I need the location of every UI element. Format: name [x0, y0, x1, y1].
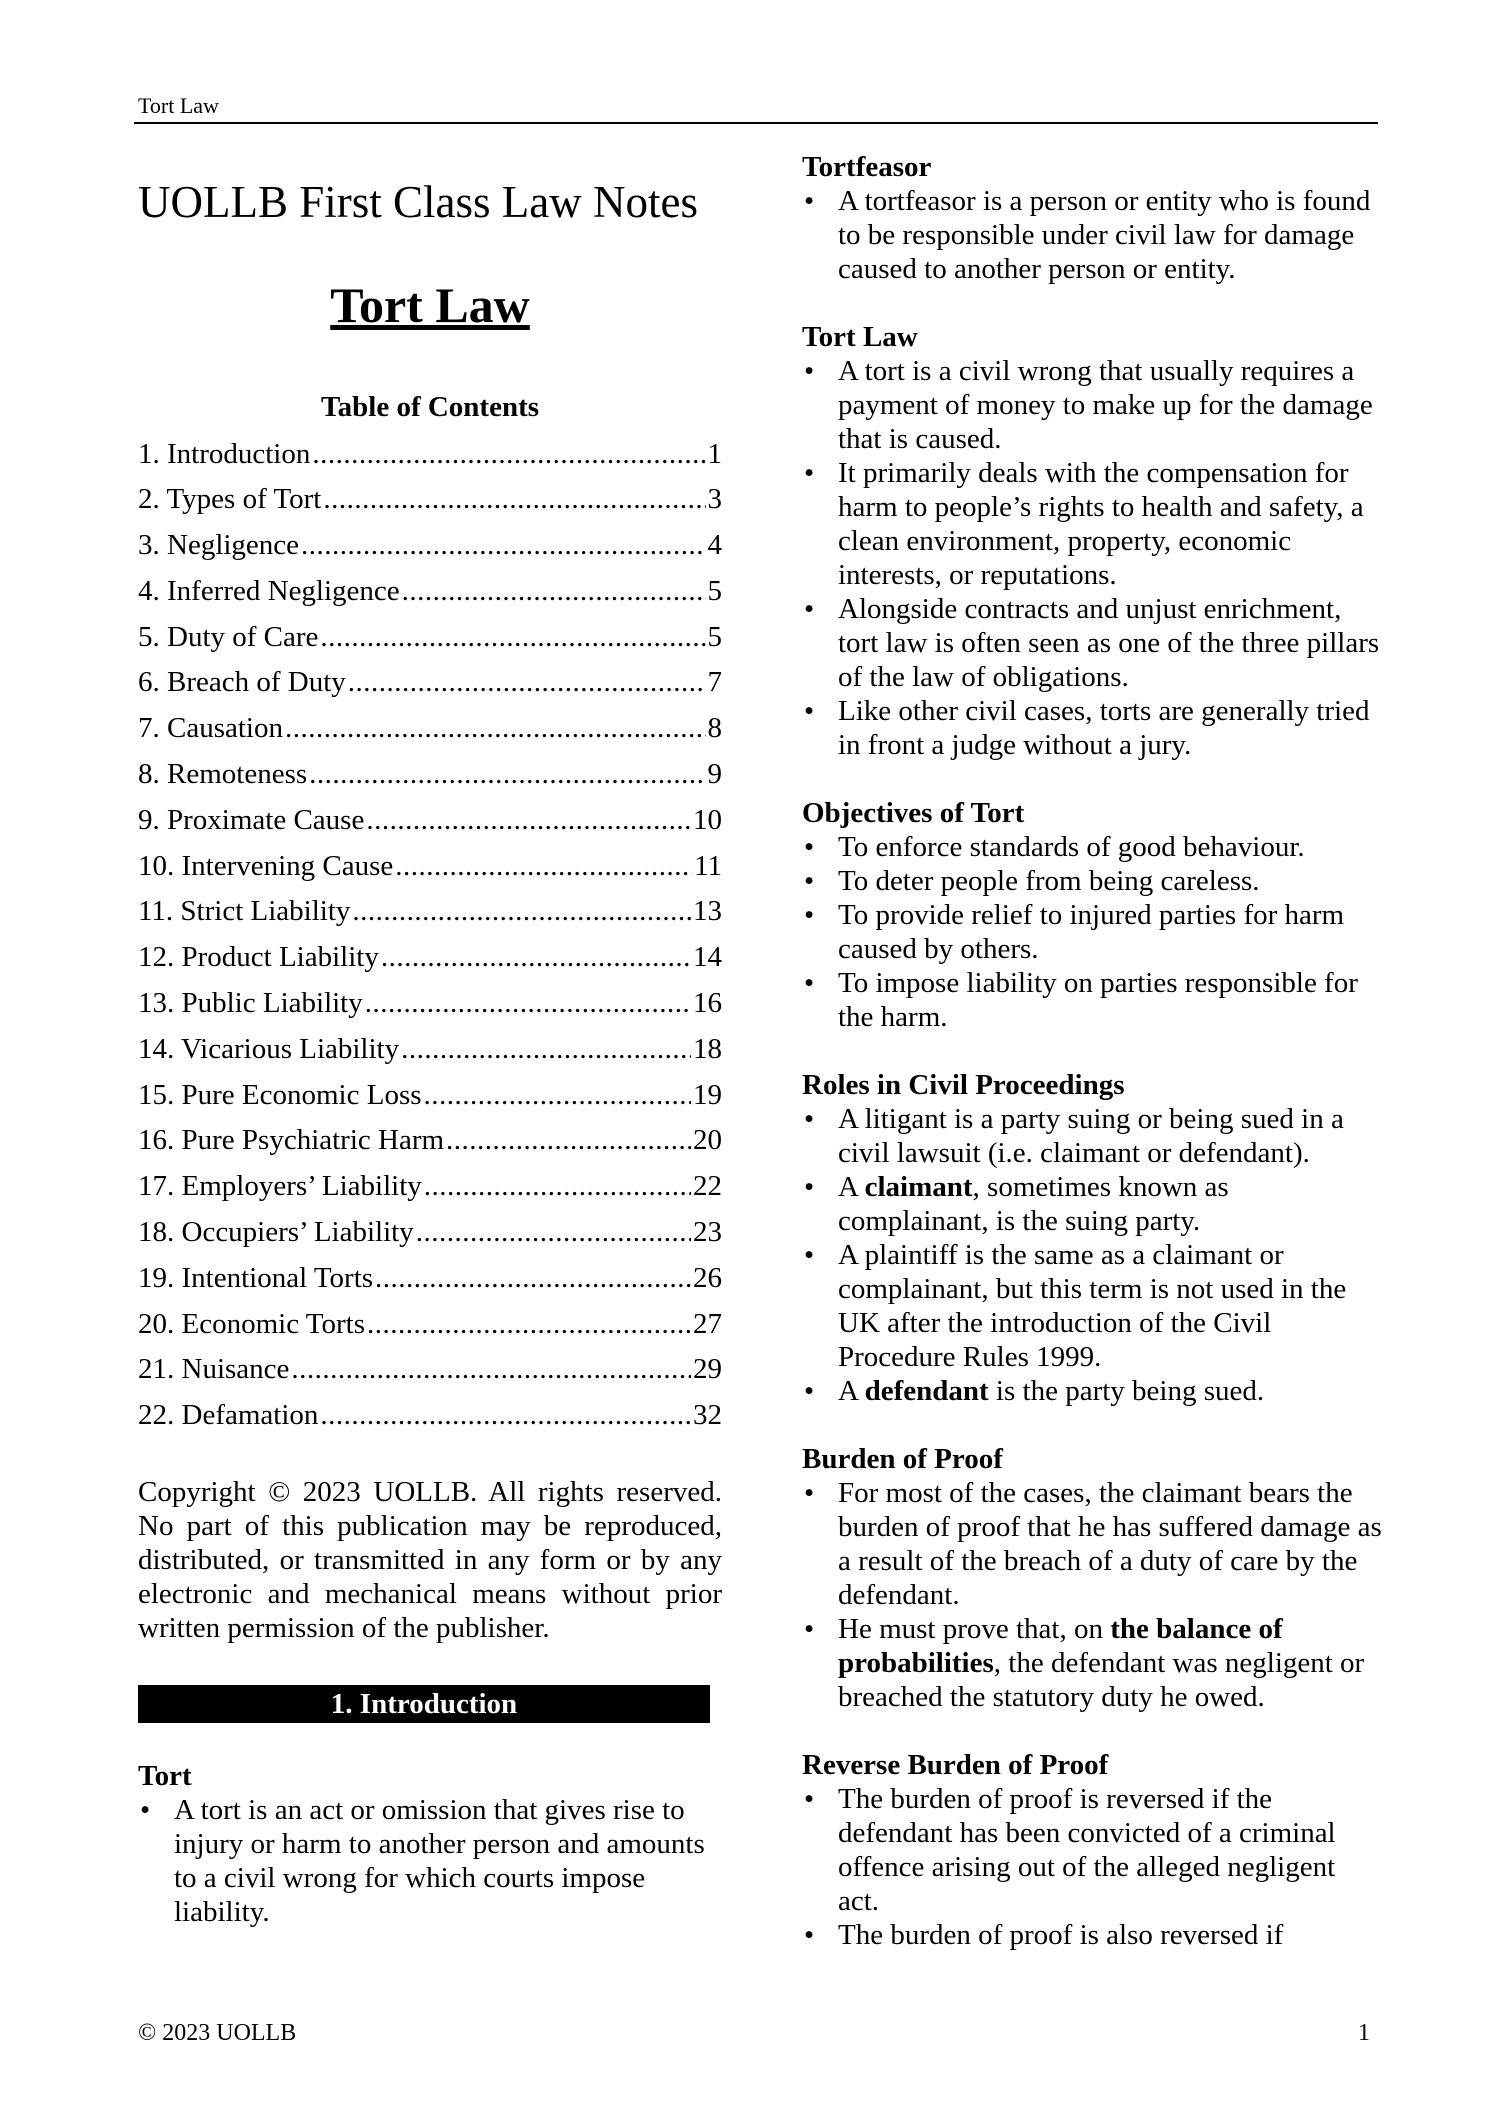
toc-leader-dots	[309, 758, 705, 791]
right-column	[802, 150, 1382, 1986]
toc-entry[interactable]	[138, 1216, 722, 1262]
toc-entry[interactable]	[138, 438, 722, 484]
block-title: Tort	[138, 1760, 192, 1793]
toc-entry-title: 18. Occupiers’ Liability	[138, 1216, 414, 1249]
toc-entry-title: 11. Strict Liability	[138, 895, 351, 928]
bullet-item: • To deter people from being careless.	[802, 864, 1382, 898]
toc-entry-page: 10	[693, 803, 722, 836]
toc-entry-page: 3	[707, 483, 722, 516]
toc-entry[interactable]	[138, 1079, 722, 1125]
bullet-item: • The burden of proof is also reversed if	[802, 1918, 1382, 1952]
block-title: Tortfeasor	[802, 151, 932, 183]
toc-entry-title: 4. Inferred Negligence	[138, 574, 400, 607]
toc-entry-page: 7	[707, 666, 722, 699]
toc-entry[interactable]	[138, 804, 722, 850]
bullet-list	[802, 1782, 1382, 1952]
text-run: , sometimes known as complainant, is the suing party.	[838, 1171, 1229, 1237]
toc-entry-page: 16	[693, 987, 722, 1020]
toc-leader-dots	[367, 1308, 691, 1341]
bullet-item: • Like other civil cases, torts are generally tried in front a judge without a jury.	[802, 694, 1382, 762]
left-column	[138, 150, 722, 1963]
bullet-item: • Alongside contracts and unjust enrichment, tort law is often seen as one of the three pillars of the law of obligations.	[802, 592, 1382, 694]
running-header: Tort Law	[138, 93, 219, 118]
bullet-list	[802, 830, 1382, 1034]
toc-entry[interactable]	[138, 895, 722, 941]
toc-entry-page: 27	[693, 1307, 722, 1340]
toc-leader-dots	[424, 1170, 691, 1203]
bullet-list	[802, 354, 1382, 762]
toc-leader-dots	[285, 712, 706, 745]
toc-entry-title: 3. Negligence	[138, 529, 300, 562]
toc-leader-dots	[301, 529, 705, 562]
toc-entry-title: 21. Nuisance	[138, 1353, 290, 1386]
toc-entry-title: 22. Defamation	[138, 1399, 319, 1432]
toc-entry-page: 5	[707, 620, 722, 653]
toc-entry-title: 6. Breach of Duty	[138, 666, 346, 699]
bullet-list	[802, 1102, 1382, 1408]
footer-copyright: © 2023 UOLLB	[138, 2020, 297, 2046]
copyright-notice: Copyright © 2023 UOLLB. All rights reserved. No part of this publication may be reproduced, distributed, or transmitted in any form or by any electronic and mechanical means without prior written permission of the publisher.	[138, 1476, 722, 1645]
block-tort-law	[802, 320, 1382, 762]
table-of-contents	[138, 438, 722, 1446]
toc-entry[interactable]	[138, 758, 722, 804]
toc-entry-page: 32	[693, 1399, 722, 1432]
block-burden-of-proof	[802, 1442, 1382, 1714]
toc-leader-dots	[395, 850, 692, 883]
toc-entry-page: 23	[693, 1216, 722, 1249]
toc-entry[interactable]	[138, 1124, 722, 1170]
block-title: Burden of Proof	[802, 1443, 1003, 1475]
page-number: 1	[1358, 2020, 1370, 2046]
toc-entry[interactable]	[138, 987, 722, 1033]
toc-entry[interactable]	[138, 529, 722, 575]
toc-entry-page: 8	[707, 712, 722, 745]
toc-entry[interactable]	[138, 1308, 722, 1354]
toc-leader-dots	[416, 1216, 691, 1249]
toc-leader-dots	[365, 987, 691, 1020]
toc-entry-title: 9. Proximate Cause	[138, 803, 365, 836]
bold-term-defendant: defendant	[864, 1375, 989, 1407]
bullet-item: • To enforce standards of good behaviour.	[802, 830, 1382, 864]
block-objectives	[802, 796, 1382, 1034]
toc-leader-dots	[320, 1399, 691, 1432]
block-title: Objectives of Tort	[802, 797, 1025, 829]
text-run: is the party being sued.	[988, 1375, 1265, 1407]
toc-entry-title: 7. Causation	[138, 712, 283, 745]
toc-leader-dots	[291, 1353, 691, 1386]
bullet-item: • A litigant is a party suing or being sued in a civil lawsuit (i.e. claimant or defendant).	[802, 1102, 1382, 1170]
toc-entry[interactable]	[138, 1170, 722, 1216]
bullet-item	[802, 1612, 1382, 1714]
toc-entry-title: 10. Intervening Cause	[138, 849, 394, 882]
toc-leader-dots	[381, 941, 691, 974]
toc-heading: Table of Contents	[320, 390, 540, 423]
toc-entry[interactable]	[138, 1399, 722, 1445]
text-run: A	[838, 1375, 865, 1407]
toc-leader-dots	[323, 483, 705, 516]
toc-entry[interactable]	[138, 483, 722, 529]
bullet-list	[802, 184, 1382, 286]
toc-entry[interactable]	[138, 941, 722, 987]
toc-entry[interactable]	[138, 1262, 722, 1308]
bullet-list	[138, 1793, 722, 1929]
block-title: Roles in Civil Proceedings	[802, 1069, 1125, 1101]
toc-entry-page: 18	[693, 1032, 722, 1065]
bold-term-balance-of-probabilities: the balance of probabilities	[838, 1613, 1283, 1679]
toc-entry-page: 29	[693, 1353, 722, 1386]
toc-leader-dots	[366, 804, 691, 837]
toc-leader-dots	[320, 621, 705, 654]
toc-entry-page: 20	[693, 1124, 722, 1157]
block-tortfeasor	[802, 150, 1382, 286]
toc-entry-title: 19. Intentional Torts	[138, 1261, 374, 1294]
toc-leader-dots	[375, 1262, 691, 1295]
toc-entry-page: 22	[693, 1170, 722, 1203]
toc-leader-dots	[402, 575, 706, 608]
toc-leader-dots	[312, 438, 705, 471]
bullet-item: • The burden of proof is reversed if the defendant has been convicted of a criminal offence arising out of the alleged negligent act.	[802, 1782, 1382, 1918]
toc-entry-title: 13. Public Liability	[138, 987, 363, 1020]
block-roles	[802, 1068, 1382, 1408]
toc-entry-title: 14. Vicarious Liability	[138, 1032, 400, 1065]
toc-entry-page: 9	[707, 758, 722, 791]
toc-entry-page: 26	[693, 1261, 722, 1294]
toc-entry[interactable]	[138, 1353, 722, 1399]
bold-term-claimant: claimant	[864, 1171, 973, 1203]
toc-entry-title: 15. Pure Economic Loss	[138, 1078, 422, 1111]
toc-entry-title: 16. Pure Psychiatric Harm	[138, 1124, 445, 1157]
block-tort	[138, 1759, 722, 1929]
toc-leader-dots	[348, 666, 706, 699]
toc-leader-dots	[401, 1033, 691, 1066]
site-title: UOLLB First Class Law Notes	[138, 177, 698, 227]
toc-entry-title: 17. Employers’ Liability	[138, 1170, 422, 1203]
section-heading-introduction: 1. Introduction	[138, 1685, 710, 1723]
block-title: Reverse Burden of Proof	[802, 1749, 1109, 1781]
toc-entry-title: 20. Economic Torts	[138, 1307, 365, 1340]
toc-entry-title: 8. Remoteness	[138, 758, 308, 791]
toc-entry-page: 4	[707, 529, 722, 562]
toc-entry-page: 11	[694, 849, 722, 882]
toc-entry-title: 5. Duty of Care	[138, 620, 319, 653]
bullet-list	[802, 1476, 1382, 1714]
bullet-item: • A tort is a civil wrong that usually requires a payment of money to make up for the damage that is caused.	[802, 354, 1382, 456]
toc-entry-page: 5	[707, 574, 722, 607]
bullet-item: • To impose liability on parties responsible for the harm.	[802, 966, 1382, 1034]
text-run: , the defendant was negligent or breached the statutory duty he owed.	[838, 1647, 1365, 1713]
block-title: Tort Law	[802, 321, 918, 353]
bullet-item	[802, 1170, 1382, 1238]
toc-entry-title: 2. Types of Tort	[138, 483, 322, 516]
bullet-item: • A tort is an act or omission that gives rise to injury or harm to another person and amounts to a civil wrong for which courts impose liability.	[138, 1793, 722, 1929]
text-run: He must prove that, on	[838, 1613, 1111, 1645]
toc-leader-dots	[352, 895, 691, 928]
bullet-item: • For most of the cases, the claimant bears the burden of proof that he has suffered damage as a result of the breach of a duty of care by the defendant.	[802, 1476, 1382, 1612]
header-divider	[134, 122, 1378, 124]
toc-entry[interactable]	[138, 1033, 722, 1079]
block-reverse-burden	[802, 1748, 1382, 1952]
toc-leader-dots	[446, 1124, 691, 1157]
toc-entry[interactable]	[138, 712, 722, 758]
bullet-item: • It primarily deals with the compensation for harm to people’s rights to health and safety, a clean environment, property, economic interests, or reputations.	[802, 456, 1382, 592]
document-title: Tort Law	[330, 276, 530, 333]
bullet-item: • A tortfeasor is a person or entity who is found to be responsible under civil law for damage caused to another person or entity.	[802, 184, 1382, 286]
toc-leader-dots	[424, 1079, 691, 1112]
toc-entry[interactable]	[138, 666, 722, 712]
bullet-item: • To provide relief to injured parties for harm caused by others.	[802, 898, 1382, 966]
toc-entry-page: 13	[693, 895, 722, 928]
bullet-item	[802, 1374, 1382, 1408]
bullet-item: • A plaintiff is the same as a claimant or complainant, but this term is not used in the UK after the introduction of the Civil Procedure Rules 1999.	[802, 1238, 1382, 1374]
toc-entry[interactable]	[138, 850, 722, 896]
toc-entry-page: 19	[693, 1078, 722, 1111]
toc-entry-title: 1. Introduction	[138, 437, 311, 470]
toc-entry-page: 14	[693, 941, 722, 974]
toc-entry-page: 1	[707, 437, 722, 470]
text-run: A	[838, 1171, 865, 1203]
toc-entry[interactable]	[138, 621, 722, 667]
toc-entry-title: 12. Product Liability	[138, 941, 379, 974]
toc-entry[interactable]	[138, 575, 722, 621]
